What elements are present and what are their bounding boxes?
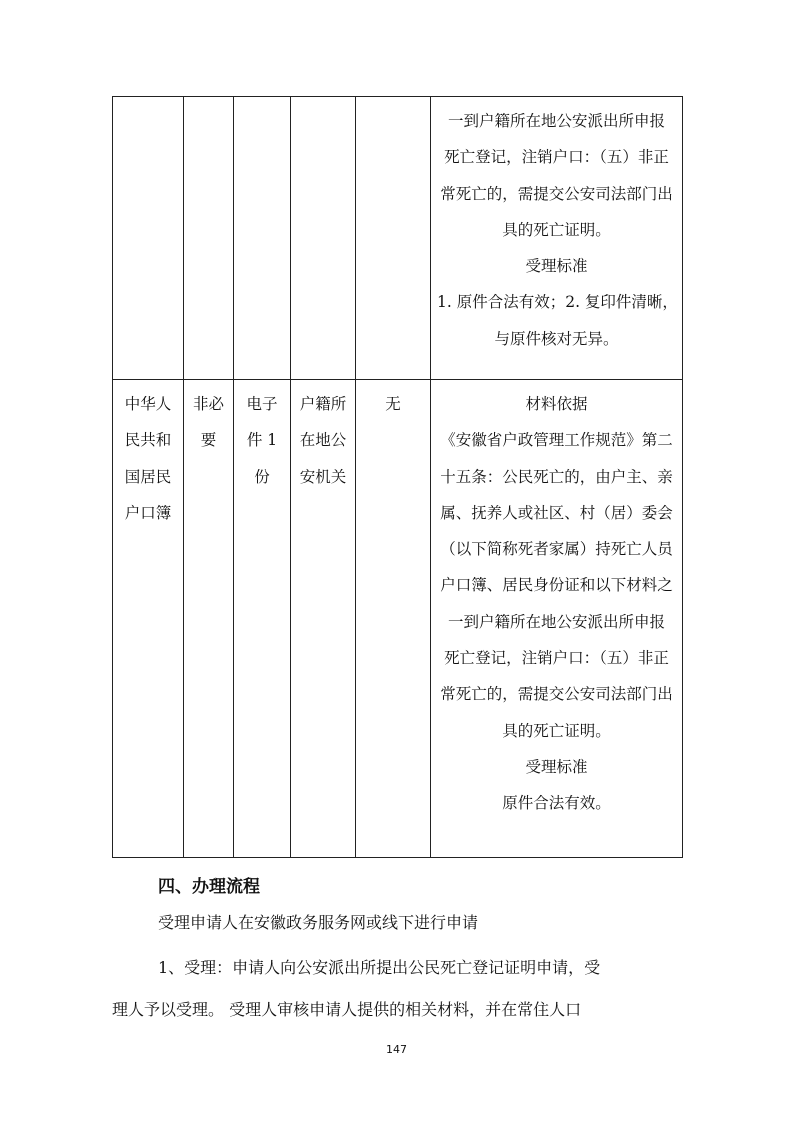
form-cell <box>234 380 291 858</box>
material-name-line: 民共和 <box>124 431 172 450</box>
description-line: 常死亡的，需提交公安司法部门出 <box>440 685 673 704</box>
source-cell <box>291 380 356 858</box>
source-cell <box>291 97 356 380</box>
description-line: 属、抚养人或社区、村（居）委会 <box>440 503 673 522</box>
description-line: 具的死亡证明。 <box>502 721 611 740</box>
section-heading: 四、办理流程 <box>158 877 260 897</box>
form-line: 份 <box>254 467 270 486</box>
description-line: 1. 原件合法有效；2. 复印件清晰， <box>437 293 678 312</box>
description-line: 《安徽省户政管理工作规范》第二 <box>440 431 673 450</box>
paragraph: 理人予以受理。 受理人审核申请人提供的相关材料，并在常住人口 <box>112 1000 582 1019</box>
material-name-cell <box>113 97 184 380</box>
source-line: 户籍所 <box>299 395 347 413</box>
materials-table <box>112 96 683 858</box>
form-line: 件 1 <box>246 431 278 450</box>
material-name-line: 国居民 <box>124 467 172 486</box>
required-cell <box>184 380 234 858</box>
paragraph: 1、受理：申请人向公安派出所提出公民死亡登记证明申请，受 <box>158 958 601 977</box>
description-line: 受理标准 <box>525 757 588 776</box>
note-cell <box>356 97 431 380</box>
description-line: 死亡登记，注销户口：（五）非正 <box>444 649 669 668</box>
form-cell <box>234 97 291 380</box>
description-line: 受理标准 <box>525 257 588 276</box>
description-line: （以下简称死者家属）持死亡人员 <box>440 540 673 559</box>
form-line: 电子 <box>246 395 278 413</box>
page-number: 147 <box>386 1043 407 1056</box>
description-line: 死亡登记，注销户口：（五）非正 <box>444 148 669 167</box>
note-text: 无 <box>385 395 401 413</box>
description-line: 常死亡的，需提交公安司法部门出 <box>440 184 673 203</box>
description-line: 十五条：公民死亡的，由户主、亲 <box>440 467 673 486</box>
material-name-cell <box>113 380 184 858</box>
table-row <box>113 97 683 380</box>
description-line: 一到户籍所在地公安派出所申报 <box>447 612 665 631</box>
description-cell <box>431 380 683 858</box>
description-line: 具的死亡证明。 <box>502 220 611 239</box>
description-line: 材料依据 <box>525 395 588 413</box>
table-row <box>113 380 683 858</box>
source-line: 安机关 <box>299 467 347 486</box>
required-line: 要 <box>200 431 217 450</box>
note-cell <box>356 380 431 858</box>
description-line: 户口簿、居民身份证和以下材料之 <box>440 576 673 595</box>
description-line: 一到户籍所在地公安派出所申报 <box>447 112 665 130</box>
required-line: 非必 <box>192 395 224 413</box>
material-name-line: 中华人 <box>124 395 172 413</box>
description-cell <box>431 97 683 380</box>
source-line: 在地公 <box>299 431 347 450</box>
material-name-line: 户口簿 <box>124 503 172 522</box>
paragraph: 受理申请人在安徽政务服务网或线下进行申请 <box>158 913 479 932</box>
required-cell <box>184 97 234 380</box>
description-line: 原件合法有效。 <box>502 794 611 813</box>
description-line: 与原件核对无异。 <box>494 329 619 348</box>
